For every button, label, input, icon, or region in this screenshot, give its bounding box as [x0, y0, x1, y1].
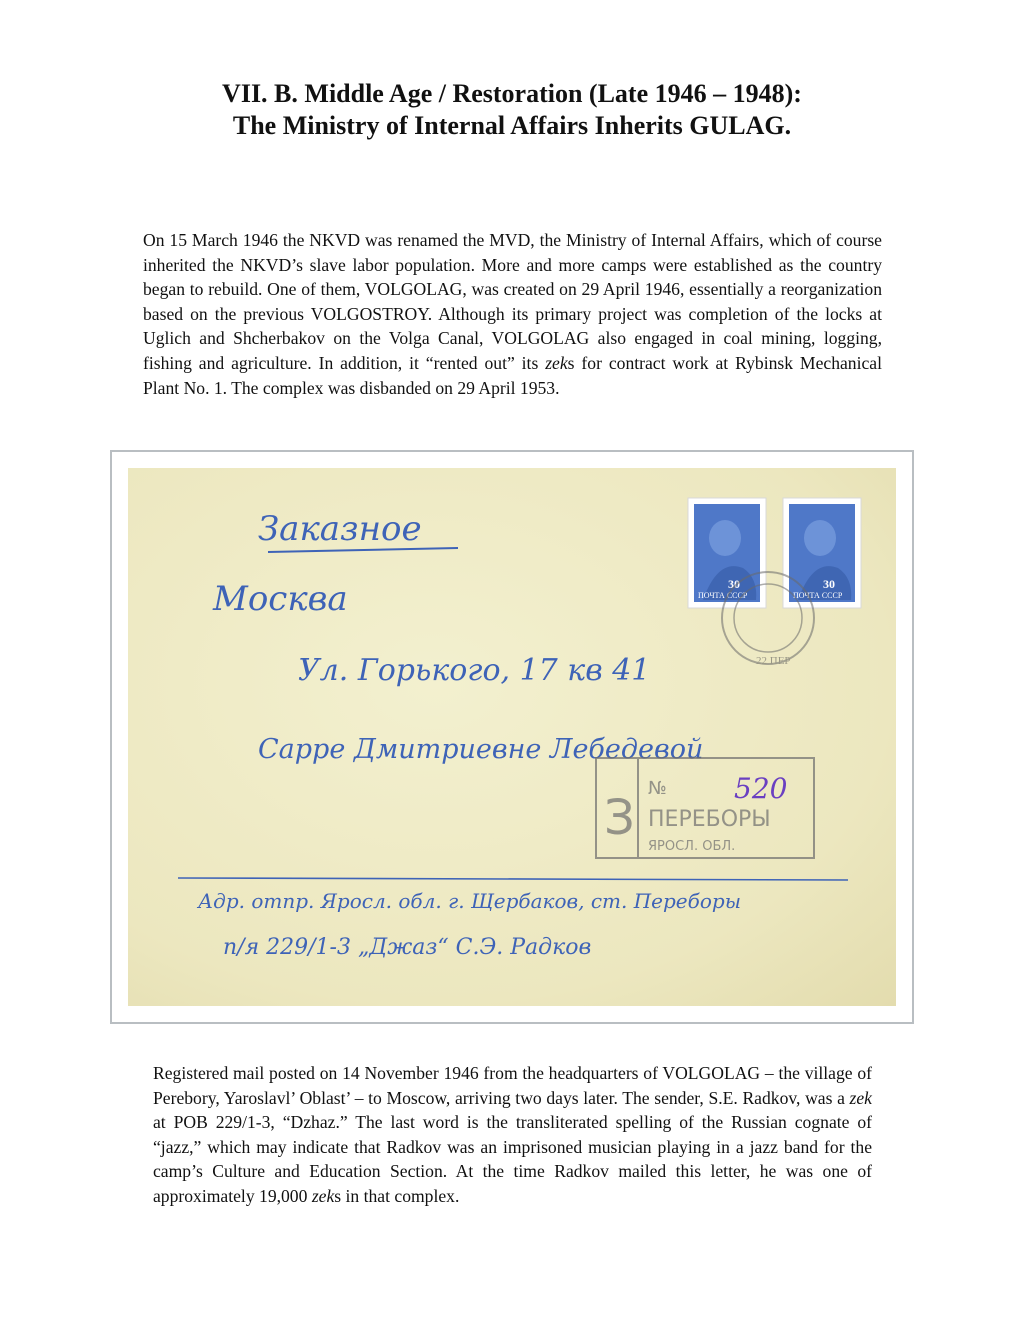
postage-stamp-1	[688, 498, 766, 608]
postmark-text: 22 ПЕР	[756, 655, 791, 667]
caption-text-3: s in that complex.	[334, 1185, 460, 1206]
envelope-image	[128, 468, 896, 1006]
registration-letter: З	[604, 790, 635, 846]
caption-italic-2: zek	[311, 1185, 335, 1206]
title-line-1: VII. B. Middle Age / Restoration (Late 1946 – 1948):	[222, 79, 802, 108]
handwriting-city: Москва	[213, 579, 348, 619]
handwriting-sender-address: Адр. отпр. Яросл. обл. г. Щербаков, ст. Переборы	[198, 889, 741, 913]
caption-italic-1: zek	[849, 1087, 872, 1108]
handwriting-registered: Заказное	[258, 509, 422, 549]
stamp-2-text: ПОЧТА СССР	[793, 591, 843, 600]
registration-region: ЯРОСЛ. ОБЛ.	[648, 839, 736, 854]
handwriting-street: Ул. Горького, 17 кв 41	[298, 653, 651, 688]
intro-text-end: s for contract work at Rybinsk Mechanical Plant No. 1. The complex was disbanded on 29 April 1953.	[143, 352, 882, 398]
postmark	[722, 572, 814, 667]
caption-text-2: at POB 229/1-3, “Dzhaz.” The last word is the transliterated spelling of the Russian cognate of “jazz,” which may indicate that Radkov was an imprisoned musician playing in a jazz band for the camp’s Culture and Education Section. At the time Radkov mailed this letter, he was one of approximately 19,000	[153, 1112, 872, 1206]
registration-prefix: №	[648, 778, 667, 799]
envelope-frame	[110, 450, 914, 1024]
envelope-drawing	[128, 468, 896, 1006]
stamp-1-denomination: 30	[728, 577, 740, 591]
intro-italic-zek: zek	[545, 352, 568, 373]
caption-paragraph	[153, 1061, 872, 1209]
intro-text: On 15 March 1946 the NKVD was renamed the MVD, the Ministry of Internal Affairs, which of course inherited the NKVD’s slave labor population. More and more camps were established as the country began to rebuild. One of them, VOLGOLAG, was created on 29 April 1946, essentially a reorganization based on the previous VOLGOSTROY. Although its primary project was completion of the locks at Uglich and Shcherbakov on the Volga Canal, VOLGOLAG also engaged in coal mining, logging, fishing and agriculture. In addition, it “rented out” its	[143, 230, 882, 373]
page-title	[0, 78, 1024, 142]
stamp-2-denomination: 30	[823, 577, 835, 591]
registration-place: ПЕРЕБОРЫ	[648, 807, 771, 832]
handwriting-sender-name: п/я 229/1-3 „Джаз“ С.Э. Радков	[223, 935, 592, 960]
title-line-2: The Ministry of Internal Affairs Inherits GULAG.	[232, 111, 792, 140]
handwriting-recipient: Сарре Дмитриевне Лебедевой	[258, 734, 704, 765]
caption-text-1: Registered mail posted on 14 November 1946 from the headquarters of VOLGOLAG – the village of Perebory, Yaroslavl’ Oblast’ – to Moscow, arriving two days later. The sender, S.E. Radkov, was a	[153, 1063, 872, 1108]
postage-stamp-2	[783, 498, 861, 608]
registration-number: 520	[734, 772, 788, 805]
stamp-1-text: ПОЧТА СССР	[698, 591, 748, 600]
intro-paragraph	[143, 228, 882, 400]
